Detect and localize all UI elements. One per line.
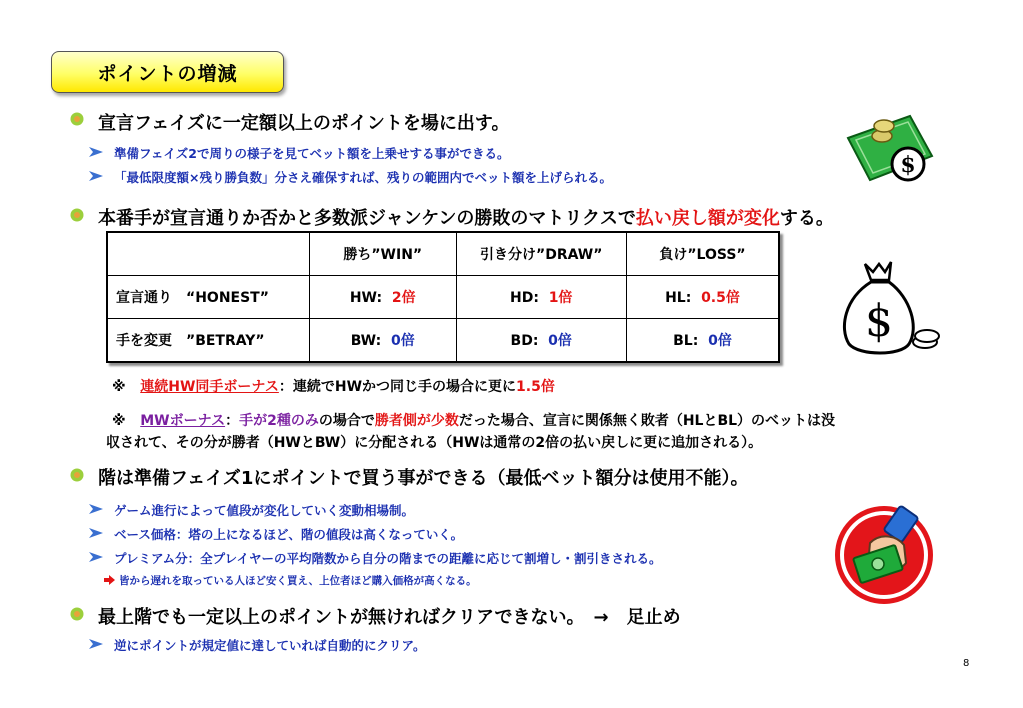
row-label: 宣言通り “HONEST” (107, 276, 310, 319)
table-header: 引き分け”DRAW” (456, 232, 626, 276)
section-heading: 階は準備フェイズ1にポイントで買う事ができる（最低ベット額分は使用不能）。 (98, 468, 749, 489)
list-item: ベース価格：塔の上になるほど、階の値段は高くなっていく。 (114, 527, 464, 542)
note-bonus-2-cont: 収されて、その分が勝者（HWとBW）に分配される（HWは通常の2倍の払い戻しに更に追加される）。 (106, 435, 763, 451)
list-item: プレミアム分：全プレイヤーの平均階数から自分の階までの距離に応じて割増し・割引きされる。 (114, 551, 662, 566)
section-heading: 最上階でも一定以上のポイントが無ければクリアできない。 → 足止め (98, 607, 681, 628)
money-bag-icon (835, 258, 945, 358)
hand-money-icon (832, 503, 936, 607)
row-label: 手を変更 ”BETRAY” (107, 319, 310, 363)
list-subitem: 皆から遅れを取っている人ほど安く買え、上位者ほど購入価格が高くなる。 (119, 575, 477, 587)
flower-bullet-icon (70, 208, 84, 222)
flower-bullet-icon (70, 468, 84, 482)
table-row (107, 276, 779, 319)
table-cell: BW: 0倍 (310, 319, 457, 363)
table-header (107, 232, 310, 276)
list-item: 「最低限度額×残り勝負数」分さえ確保すれば、残りの範囲内でベット額を上げられる。 (114, 170, 612, 185)
arrow-bullet-icon (88, 527, 104, 539)
arrow-bullet-icon (88, 170, 104, 182)
money-bill-coins-icon (840, 108, 940, 188)
arrow-bullet-icon (88, 503, 104, 515)
section-heading: 宣言フェイズに一定額以上のポイントを場に出す。 (98, 113, 510, 134)
arrow-bullet-icon (88, 551, 104, 563)
list-item: ゲーム進行によって値段が変化していく変動相場制。 (114, 503, 415, 518)
page-title: ポイントの増減 (51, 51, 284, 93)
table-cell: HW: 2倍 (310, 276, 457, 319)
note-bonus-2: ※ MWボーナス：手が2種のみの場合で勝者側が少数だった場合、宣言に関係無く敗者（HLとBL）のベットは没 (112, 413, 836, 429)
table-cell: HL: 0.5倍 (626, 276, 779, 319)
list-item: 準備フェイズ2で周りの様子を見てベット額を上乗せする事ができる。 (114, 146, 510, 161)
flower-bullet-icon (70, 607, 84, 621)
table-header: 勝ち”WIN” (310, 232, 457, 276)
table-cell: HD: 1倍 (456, 276, 626, 319)
table-header-row (107, 232, 779, 276)
table-cell: BD: 0倍 (456, 319, 626, 363)
payout-matrix-table (106, 231, 780, 363)
red-arrow-icon (104, 575, 115, 585)
flower-bullet-icon (70, 112, 84, 126)
section-heading: 本番手が宣言通りか否かと多数派ジャンケンの勝敗のマトリクスで払い戻し額が変化する。 (98, 208, 834, 229)
list-item: 逆にポイントが規定値に達していれば自動的にクリア。 (114, 638, 426, 653)
table-row (107, 319, 779, 363)
arrow-bullet-icon (88, 146, 104, 158)
arrow-bullet-icon (88, 638, 104, 650)
svg-text:$: $ (865, 296, 893, 347)
note-bonus-1: ※ 連続HW同手ボーナス：連続でHWかつ同じ手の場合に更に1.5倍 (112, 379, 555, 395)
table-cell: BL: 0倍 (626, 319, 779, 363)
table-header: 負け”LOSS” (626, 232, 779, 276)
svg-text:$: $ (900, 152, 916, 178)
page-number: 8 (963, 658, 970, 669)
